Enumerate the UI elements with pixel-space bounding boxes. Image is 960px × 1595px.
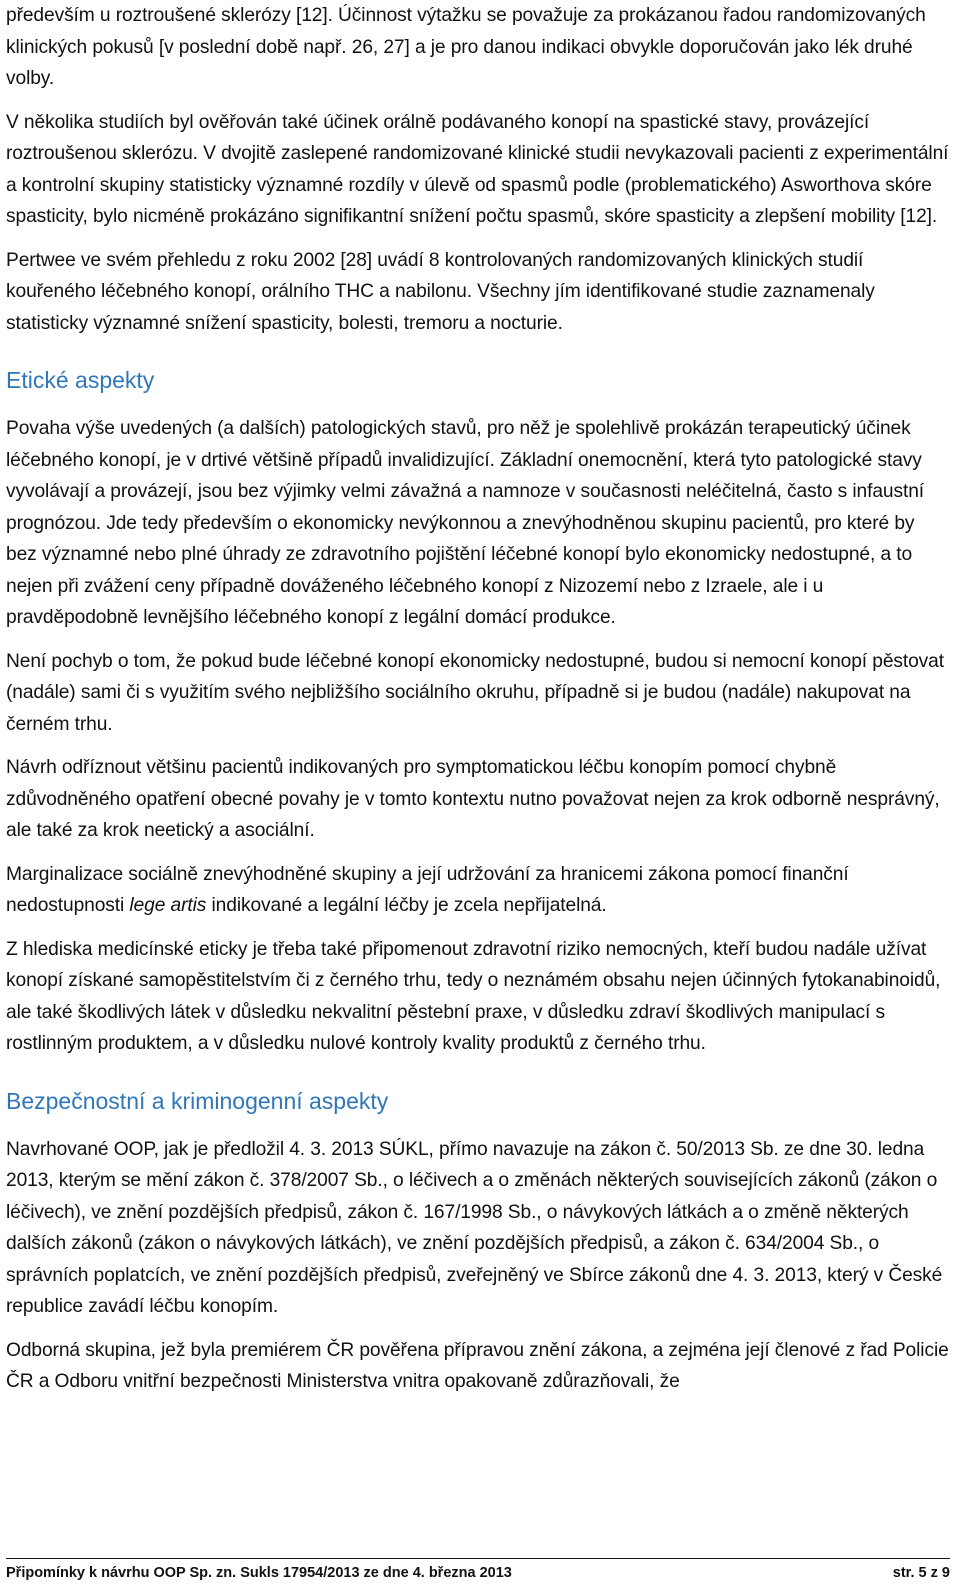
paragraph-pertwee-review: Pertwee ve svém přehledu z roku 2002 [28] uvádí 8 kontrolovaných randomizovaných klinických studií kouřeného léčebného konopí, orálního THC a nabilonu. Všechny jím identifikované studie zaznamenaly statisticky významné snížení spasticity, bolesti, tremoru a nocturie. bbox=[6, 249, 875, 334]
marginalization-text-start: Marginalizace sociálně znevýhodněné skupiny a její udržování za hranicemi zákona pomocí finanční nedostupnosti bbox=[6, 863, 849, 916]
paragraph-proposed-oop: Navrhované OOP, jak je předložil 4. 3. 2013 SÚKL, přímo navazuje na zákon č. 50/2013 Sb. ze dne 30. ledna 2013, kterým se mění zákon č. 378/2007 Sb., o léčivech a o změnách některých souvisejících zákonů (zákon o léčivech), ve znění pozdějších předpisů, zákon č. 167/1998 Sb., o návykových látkách a o změně některých dalších zákonů (zákon o návykových látkách), ve znění pozdějších předpisů, a zákon č. 634/2004 Sb., o správních poplatcích, ve znění pozdějších předpisů, zveřejněný ve Sbírce zákonů dne 4. 3. 2013, který v České republice zavádí léčbu konopím. bbox=[6, 1138, 943, 1317]
paragraph-pathological-states: Povaha výše uvedených (a dalších) patologických stavů, pro něž je spolehlivě prokázán terapeutický účinek léčebného konopí, je v drtivé většině případů invalidizující. Základní onemocnění, která tyto patologické stavy vyvolávají a provázejí, jsou bez výjimky velmi závažná a namnoze v současnosti neléčitelná, často s infaustní prognózou. Jde tedy především o ekonomicky nevýkonnou a znevýhodněnou skupinu pacientů, pro které by bez významné nebo plné úhrady ze zdravotního pojištění léčebné konopí bylo ekonomicky nedostupné, a to nejen při zvážení ceny případně dováženého léčebného konopí z Nizozemí nebo z Izraele, ale i u pravděpodobně levnějšího léčebného konopí z legální domácí produkce. bbox=[6, 418, 925, 628]
paragraph-marginalization bbox=[6, 859, 950, 922]
paragraph-proposal: Návrh odříznout většinu pacientů indikovaných pro symptomatickou léčbu konopím pomocí chybně zdůvodněného opatření obecné povahy je v tomto kontextu nutno považovat nejen za krok odborně nesprávný, ale také za krok neetický a asociální. bbox=[6, 757, 940, 841]
page-footer bbox=[6, 1558, 950, 1581]
heading-ethics: Etické aspekty bbox=[6, 367, 155, 393]
footer-document-reference: Připomínky k návrhu OOP Sp. zn. Sukls 17954/2013 ze dne 4. března 2013 bbox=[6, 1565, 512, 1581]
paragraph-medical-ethics: Z hlediska medicínské eticky je třeba také připomenout zdravotní riziko nemocných, kteří budou nadále užívat konopí získané samopěstitelstvím či z černého trhu, tedy o neznámém obsahu nejen účinných fytokanabinoidů, ale také škodlivých látek v důsledku nekvalitní pěstební praxe, v důsledku zdraví škodlivých manipulací s rostlinným produktem, a v důsledku nulové kontroly kvality produktů z černého trhu. bbox=[6, 938, 941, 1054]
paragraph-no-doubt: Není pochyb o tom, že pokud bude léčebné konopí ekonomicky nedostupné, budou si nemocní konopí pěstovat (nadále) sami či s využitím svého nejbližšího sociálního okruhu, případně si je budou (nadále) nakupovat na černém trhu. bbox=[6, 650, 944, 735]
paragraph-expert-group: Odborná skupina, jež byla premiérem ČR pověřena přípravou znění zákona, a zejména její členové z řad Policie ČR a Odboru vnitřní bezpečnosti Ministerstva vnitra opakovaně zdůrazňovali, že bbox=[6, 1339, 949, 1392]
paragraph-ms-extract: především u roztroušené sklerózy [12]. Účinnost výtažku se považuje za prokázanou řadou randomizovaných klinických pokusů [v poslední době např. 26, 27] a je pro danou indikaci obvykle doporučován jako lék druhé volby. bbox=[6, 5, 926, 89]
paragraph-oral-cannabis: V několika studiích byl ověřován také účinek orálně podávaného konopí na spastické stavy, provázející roztroušenou sklerózu. V dvojitě zaslepené randomizované klinické studii nevykazovali pacienti z experimentální a kontrolní skupiny statisticky významné rozdíly v úlevě od spasmů podle (problematického) Asworthova skóre spasticity, bylo nicméně prokázáno signifikantní snížení počtu spasmů, skóre spasticity a zlepšení mobility [12]. bbox=[6, 111, 949, 227]
lege-artis-italic: lege artis bbox=[129, 895, 207, 916]
document-page bbox=[6, 0, 950, 1398]
marginalization-text-end: indikované a legální léčby je zcela nepřijatelná. bbox=[206, 895, 607, 916]
footer-page-number: str. 5 z 9 bbox=[892, 1565, 950, 1581]
heading-security: Bezpečnostní a kriminogenní aspekty bbox=[6, 1087, 389, 1114]
